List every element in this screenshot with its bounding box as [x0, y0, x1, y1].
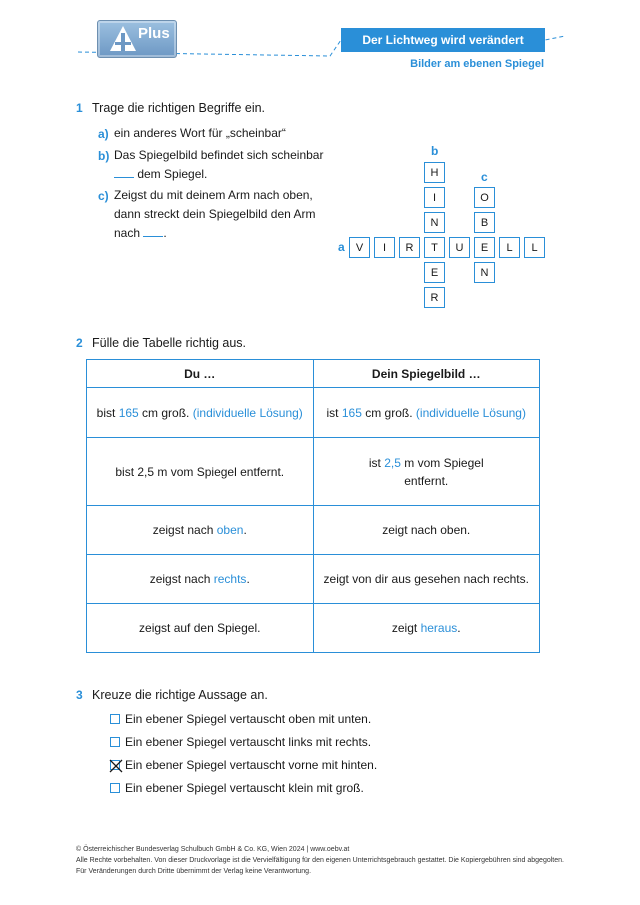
- crossword-cell[interactable]: I: [374, 237, 395, 258]
- plus-logo: [97, 20, 177, 58]
- crossword-cell[interactable]: I: [424, 187, 445, 208]
- table-cell: zeigt von dir aus gesehen nach rechts.: [313, 555, 540, 604]
- crossword-cell[interactable]: B: [474, 212, 495, 233]
- answer-value[interactable]: heraus: [420, 621, 458, 635]
- crossword-cell[interactable]: U: [449, 237, 470, 258]
- option-label: Ein ebener Spiegel vertauscht klein mit groß.: [125, 781, 364, 795]
- crossword-cell[interactable]: R: [399, 237, 420, 258]
- answer-value[interactable]: 165: [118, 405, 139, 420]
- option-label: Ein ebener Spiegel vertauscht vorne mit hinten.: [125, 758, 378, 772]
- task1b-letter: b): [98, 149, 110, 163]
- table-row: [87, 388, 540, 438]
- answer-value[interactable]: rechts: [213, 572, 247, 586]
- checkbox[interactable]: [110, 714, 120, 724]
- checkbox-checked[interactable]: [110, 760, 120, 770]
- answer-value[interactable]: oben: [216, 523, 244, 537]
- chapter-banner: Der Lichtweg wird verändert: [341, 28, 545, 52]
- crossword-label-a: a: [338, 240, 345, 254]
- table-row: [87, 555, 540, 604]
- crossword-cell[interactable]: N: [424, 212, 445, 233]
- table-cell: zeigt heraus.: [313, 604, 540, 653]
- crossword-cell[interactable]: R: [424, 287, 445, 308]
- crossword-cell[interactable]: L: [499, 237, 520, 258]
- crossword-label-b: b: [431, 144, 439, 158]
- table-cell: zeigst nach oben.: [87, 506, 314, 555]
- crossword-cell[interactable]: L: [524, 237, 545, 258]
- answer-value[interactable]: 165: [341, 405, 362, 420]
- table-row: [87, 604, 540, 653]
- triangle-logo-icon: [109, 25, 137, 53]
- task1b-text: Das Spiegelbild befindet sich scheinbar dem Spiegel.: [114, 148, 324, 181]
- crossword-cell[interactable]: N: [474, 262, 495, 283]
- crossword-cell[interactable]: E: [424, 262, 445, 283]
- crossword-cell[interactable]: E: [474, 237, 495, 258]
- table-cell: bist 165 cm groß. (individuelle Lösung): [87, 388, 314, 438]
- task1c-text: Zeigst du mit deinem Arm nach oben, dann streckt dein Spiegelbild den Arm nach .: [114, 188, 316, 240]
- table-cell: zeigst auf den Spiegel.: [87, 604, 314, 653]
- answer-value[interactable]: 2,5: [384, 455, 401, 470]
- task1-number: 1: [76, 101, 83, 115]
- task1b-blank[interactable]: [114, 167, 134, 178]
- table-cell: ist 2,5 m vom Spiegel entfernt.: [313, 438, 540, 506]
- table-row: [87, 438, 540, 506]
- footer-disclaimer: Für Veränderungen durch Dritte übernimmt der Verlag keine Verantwortung.: [76, 868, 312, 875]
- cross-mark-icon: [109, 759, 123, 773]
- footer-rights: Alle Rechte vorbehalten. Von dieser Druckvorlage ist die Vervielfältigung für den eigenen Unterrichtsgebrauch gestattet. Die Kopiergebühren sind abgegolten.: [76, 857, 564, 864]
- table-cell: zeigt nach oben.: [313, 506, 540, 555]
- crossword-label-c: c: [481, 170, 488, 184]
- page-subtitle: Bilder am ebenen Spiegel: [410, 58, 544, 70]
- task1c-letter: c): [98, 189, 109, 203]
- table-header: Dein Spiegelbild …: [313, 360, 540, 388]
- task3-title: Kreuze die richtige Aussage an.: [92, 688, 268, 702]
- table-cell: ist 165 cm groß. (individuelle Lösung): [313, 388, 540, 438]
- table-header: Du …: [87, 360, 314, 388]
- task1-title: Trage die richtigen Begriffe ein.: [92, 101, 266, 115]
- table-row: [87, 506, 540, 555]
- option-label: Ein ebener Spiegel vertauscht oben mit unten.: [125, 712, 372, 726]
- task2-title: Fülle die Tabelle richtig aus.: [92, 336, 247, 350]
- table-cell: zeigst nach rechts.: [87, 555, 314, 604]
- task1c-blank[interactable]: [143, 226, 163, 237]
- option-label: Ein ebener Spiegel vertauscht links mit rechts.: [125, 735, 372, 749]
- checkbox[interactable]: [110, 737, 120, 747]
- crossword-cell[interactable]: O: [474, 187, 495, 208]
- footer-copyright: © Österreichischer Bundesverlag Schulbuch GmbH & Co. KG, Wien 2024 | www.oebv.at: [76, 846, 350, 853]
- checkbox[interactable]: [110, 783, 120, 793]
- task2-number: 2: [76, 336, 83, 350]
- table-cell: bist 2,5 m vom Spiegel entfernt.: [87, 438, 314, 506]
- crossword-cell[interactable]: H: [424, 162, 445, 183]
- task3-number: 3: [76, 688, 83, 702]
- crossword-cell[interactable]: V: [349, 237, 370, 258]
- logo-text: Plus: [138, 25, 170, 42]
- crossword-cell[interactable]: T: [424, 237, 445, 258]
- mirror-table: [86, 359, 540, 653]
- task1a-letter: a): [98, 127, 109, 141]
- task1a-text: ein anderes Wort für „scheinbar“: [114, 126, 286, 140]
